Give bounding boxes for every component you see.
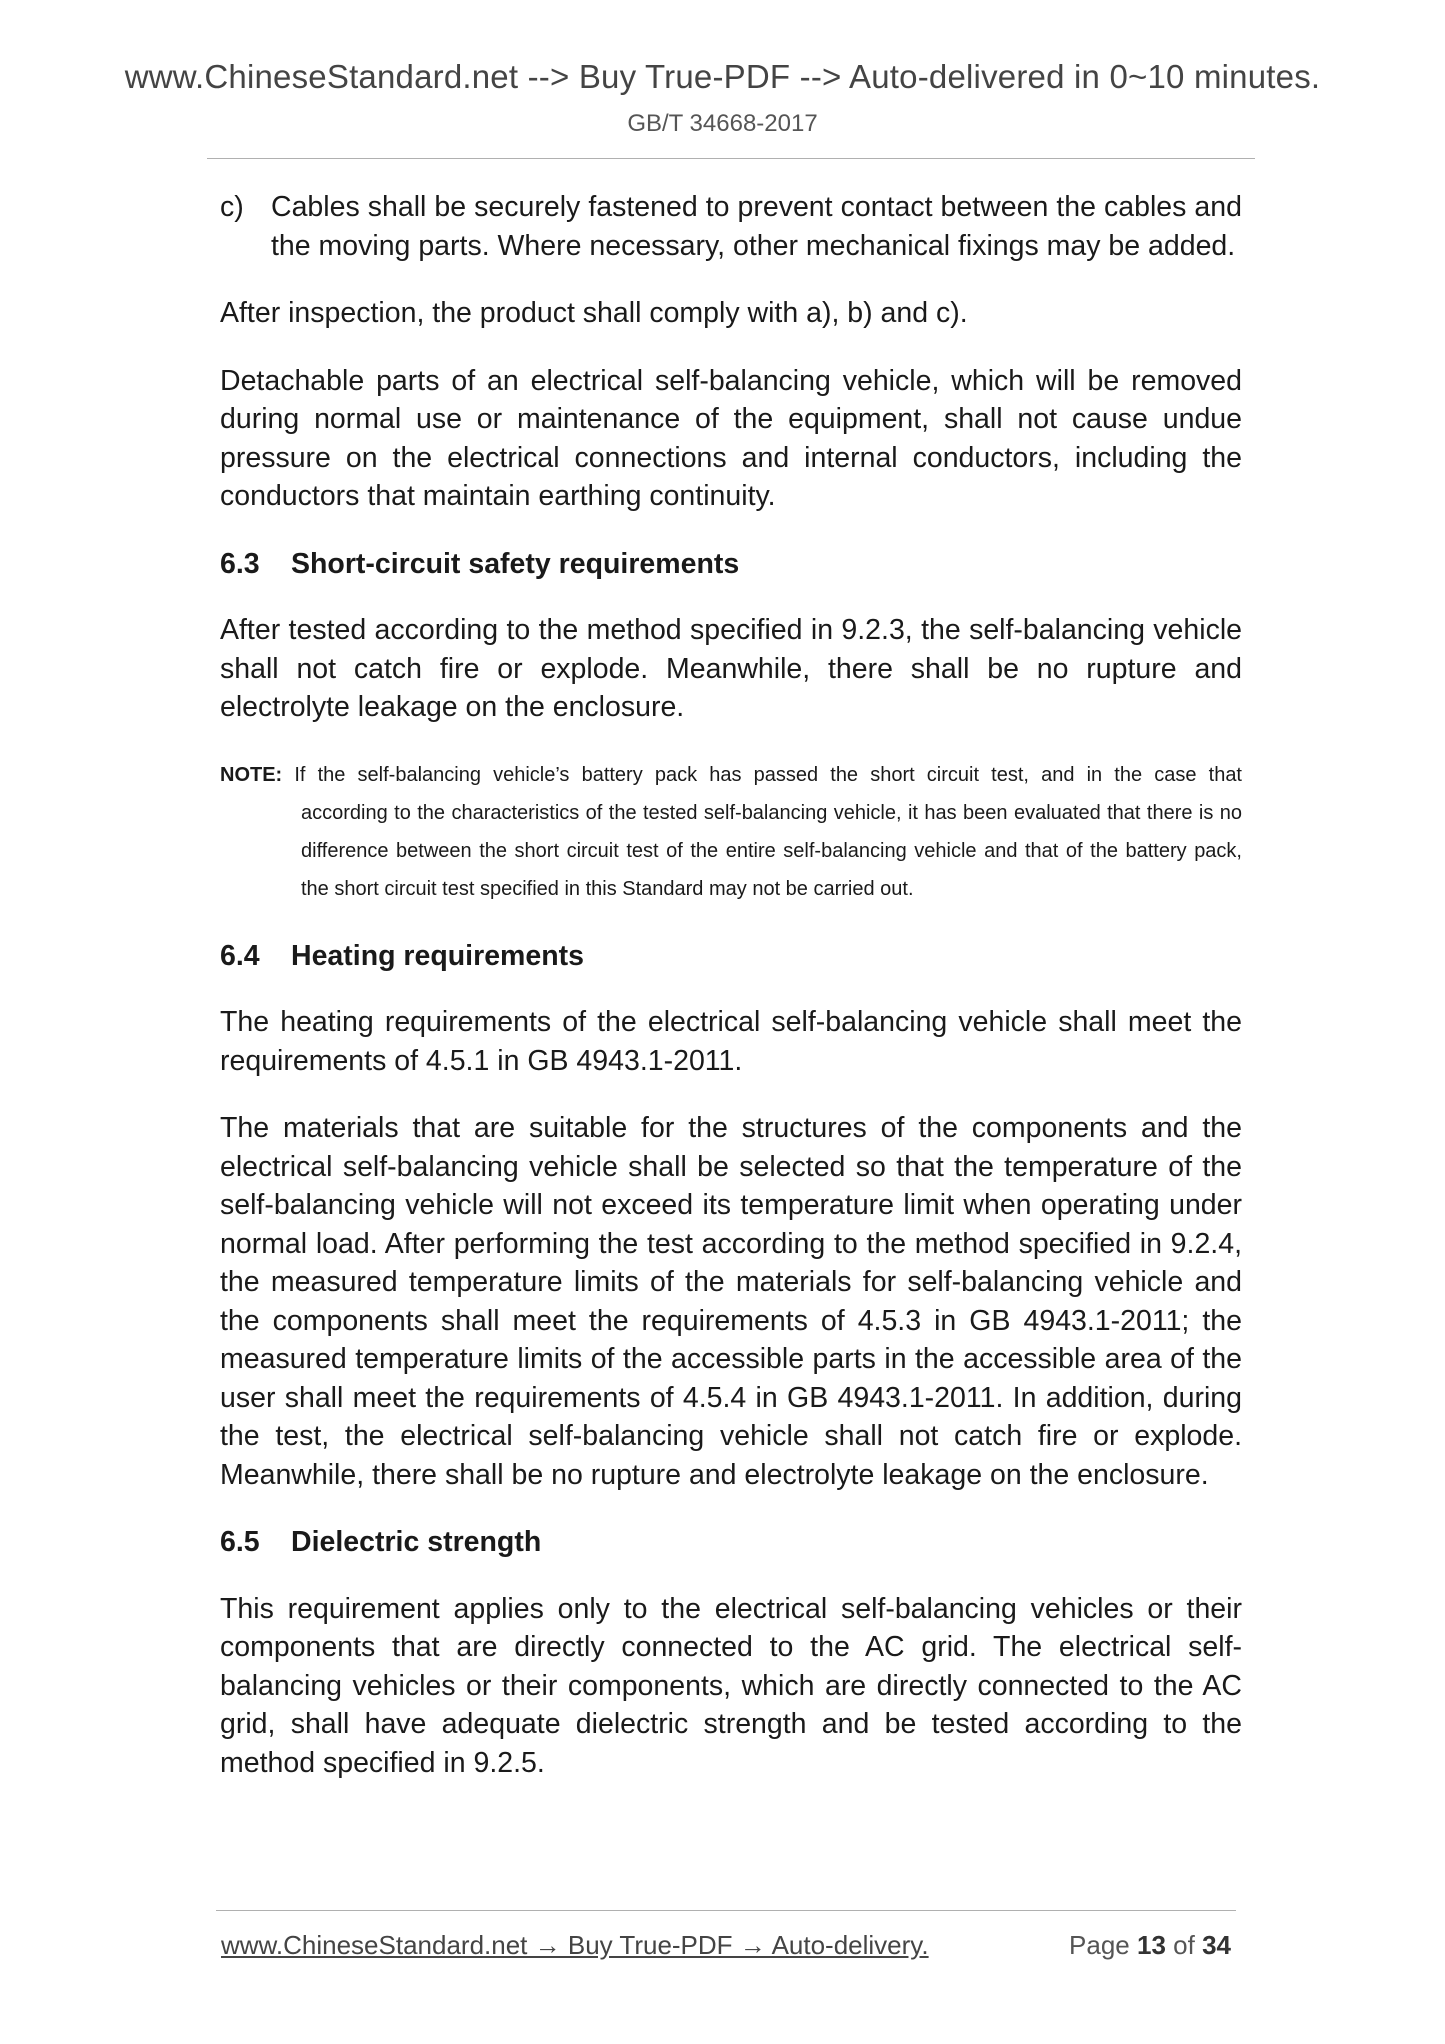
page-number bbox=[1069, 1930, 1231, 1961]
standard-id: GB/T 34668-2017 bbox=[627, 110, 818, 137]
section-heading-6-3 bbox=[220, 545, 1242, 584]
page-total: 34 bbox=[1202, 1930, 1231, 1960]
paragraph-after-inspection: After inspection, the product shall comply with a), b) and c). bbox=[220, 297, 968, 329]
page-of: of bbox=[1173, 1930, 1195, 1960]
note-first-text: If the self-balancing vehicle’s battery pack has passed the short circuit test, and in the case that bbox=[294, 763, 1242, 786]
section-number: 6.5 bbox=[220, 1526, 260, 1558]
paragraph-heating-2: The materials that are suitable for the structures of the components and the electrical self-balancing vehicle shall be selected so that the temperature of the self-balancing vehicle will not exceed its temperature limit when operating under normal load. After performing the test according to the method specified in 9.2.4, the measured temperature limits of the materials for self-balancing vehicle and the components shall meet the requirements of 4.5.3 in GB 4943.1-2011; the measured temperature limits of the accessible parts in the accessible area of the user shall meet the requirements of 4.5.4 in GB 4943.1-2011. In addition, during the test, the electrical self-balancing vehicle shall not catch fire or explode. Meanwhile, there shall be no rupture and electrolyte leakage on the enclosure. bbox=[220, 1112, 1242, 1491]
paragraph-detachable-parts: Detachable parts of an electrical self-balancing vehicle, which will be removed during normal use or maintenance of the equipment, shall not cause undue pressure on the electrical connections and internal conductors, including the conductors that maintain earthing continuity. bbox=[220, 364, 1242, 512]
section-number: 6.4 bbox=[220, 939, 260, 972]
section-title: Short-circuit safety requirements bbox=[291, 547, 740, 580]
section-title: Dielectric strength bbox=[291, 1526, 542, 1558]
section-heading-6-5 bbox=[220, 1523, 1242, 1562]
paragraph-heating-1: The heating requirements of the electrical self-balancing vehicle shall meet the requirements of 4.5.1 in GB 4943.1-2011. bbox=[220, 1006, 1242, 1077]
section-heading-6-4 bbox=[220, 937, 1242, 976]
page-prefix: Page bbox=[1069, 1930, 1130, 1960]
paragraph-short-circuit: After tested according to the method specified in 9.2.3, the self-balancing vehicle shall not catch fire or explode. Meanwhile, there shall be no rupture and electrolyte leakage on the enclosure. bbox=[220, 614, 1242, 723]
section-title: Heating requirements bbox=[291, 939, 584, 972]
section-number: 6.3 bbox=[220, 547, 260, 580]
list-marker: c) bbox=[220, 191, 244, 223]
note-continuation: according to the characteristics of the tested self-balancing vehicle, it has been evaluated that there is no difference between the short circuit test of the entire self-balancing vehicle and that of the battery pack, the short circuit test specified in this Standard may not be carried out. bbox=[301, 801, 1242, 900]
note-block bbox=[220, 756, 1242, 908]
page-current: 13 bbox=[1137, 1930, 1166, 1960]
list-item-c bbox=[220, 188, 1242, 265]
footer-divider bbox=[216, 1910, 1236, 1911]
page-content bbox=[220, 188, 1242, 1811]
list-item-text: Cables shall be securely fastened to prevent contact between the cables and the moving parts. Where necessary, other mechanical fixings may be added. bbox=[271, 191, 1242, 262]
paragraph-dielectric: This requirement applies only to the electrical self-balancing vehicles or their components that are directly connected to the AC grid. The electrical self-balancing vehicles or their components, which are directly connected to the AC grid, shall have adequate dielectric strength and be tested according to the method specified in 9.2.5. bbox=[220, 1592, 1242, 1779]
note-first-line bbox=[220, 756, 1242, 794]
note-label: NOTE: bbox=[220, 763, 283, 786]
footer-link[interactable]: www.ChineseStandard.net → Buy True-PDF → Auto-delivery. bbox=[221, 1930, 929, 1960]
header-banner-link[interactable]: www.ChineseStandard.net --> Buy True-PDF --> Auto-delivered in 0~10 minutes. bbox=[124, 58, 1321, 95]
header-divider bbox=[207, 158, 1255, 159]
